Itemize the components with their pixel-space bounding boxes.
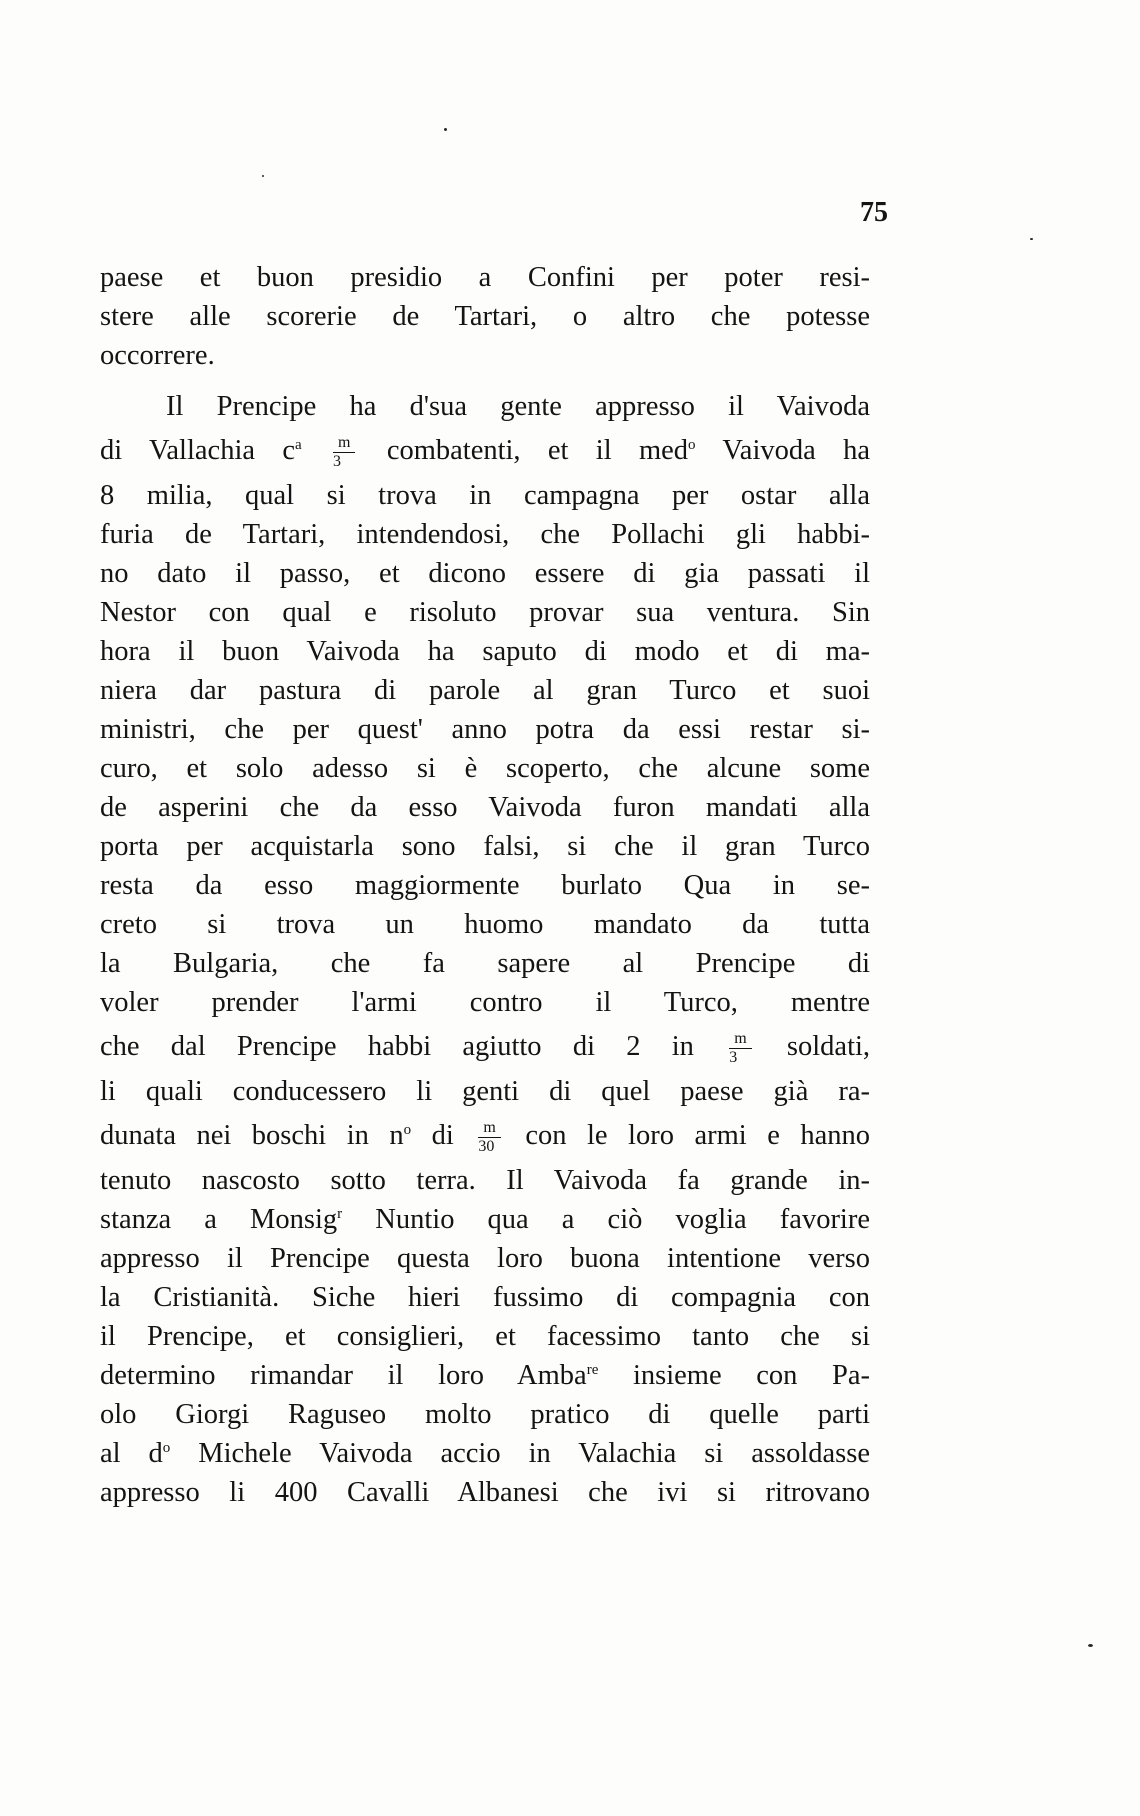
text-line-15: porta per acquistarla sono falsi, si che il gran Turco <box>100 831 870 862</box>
superscript-o: o <box>162 1440 171 1456</box>
text-line-4: Il Prencipe ha d'sua gente appresso il Vaivoda <box>166 391 870 422</box>
scan-speck <box>262 175 264 177</box>
superscript-re: re <box>586 1362 599 1378</box>
line-24-part-a: stanza a Monsig <box>100 1204 338 1235</box>
line-30-part-b: Michele Vaivoda accio in Valachia si assoldasse <box>170 1438 870 1469</box>
fraction-m-30 <box>478 1120 500 1155</box>
superscript-o: o <box>688 437 696 453</box>
text-line-9: Nestor con qual e risoluto provar sua ventura. Sin <box>100 597 870 628</box>
line-28-part-b: insieme con Pa- <box>598 1360 870 1391</box>
line-20-part-a: che dal Prencipe habbi agiutto di 2 in <box>100 1031 694 1062</box>
line-5-part-b: combatenti, et il med <box>386 435 689 466</box>
text-line-21: li quali conducessero li genti di quel paese già ra- <box>100 1076 870 1107</box>
line-5-part-a: di Vallachia c <box>100 435 295 466</box>
superscript-o: o <box>403 1122 412 1138</box>
text-line-10: hora il buon Vaivoda ha saputo di modo et di ma- <box>100 636 870 667</box>
text-line-20 <box>100 1022 870 1072</box>
line-30-part-a: al d <box>100 1438 163 1469</box>
line-5-part-c: Vaivoda ha <box>695 435 870 466</box>
text-line-3: occorrere. <box>100 340 215 371</box>
fraction-m-3 <box>729 1031 751 1066</box>
text-line-24 <box>100 1200 870 1239</box>
text-line-5 <box>100 426 870 476</box>
line-22-part-a: dunata nei boschi in n <box>100 1120 404 1151</box>
fraction-denominator: 3 <box>333 452 342 470</box>
text-line-7: furia de Tartari, intendendosi, che Pollachi gli habbi- <box>100 519 870 550</box>
text-line-28 <box>100 1356 870 1395</box>
text-line-12: ministri, che per quest' anno potra da essi restar si- <box>100 714 870 745</box>
fraction-denominator: 30 <box>478 1137 495 1155</box>
page-number: 75 <box>860 197 888 228</box>
superscript-r: r <box>337 1206 343 1222</box>
fraction-denominator: 3 <box>729 1048 738 1066</box>
paragraph-gap <box>100 375 870 387</box>
scan-speck <box>444 128 447 131</box>
text-line-8: no dato il passo, et dicono essere di gia passati il <box>100 558 870 589</box>
text-line-26: la Cristianità. Siche hieri fussimo di compagnia con <box>100 1282 870 1313</box>
line-24-part-b: Nuntio qua a ciò voglia favorire <box>342 1204 870 1235</box>
text-line-29: olo Giorgi Raguseo molto pratico di quelle parti <box>100 1399 870 1430</box>
text-line-27: il Prencipe, et consiglieri, et facessimo tanto che si <box>100 1321 870 1352</box>
text-line-25: appresso il Prencipe questa loro buona intentione verso <box>100 1243 870 1274</box>
fraction-m-3 <box>333 435 355 470</box>
fraction-numerator: m <box>333 435 355 453</box>
line-22-part-a2: di <box>411 1120 454 1151</box>
line-28-part-a: determino rimandar il loro Amba <box>100 1360 587 1391</box>
line-22-part-b: con le loro armi e hanno <box>525 1120 870 1151</box>
text-line-19: voler prender l'armi contro il Turco, mentre <box>100 987 870 1018</box>
superscript-a: a <box>295 437 302 453</box>
text-line-11: niera dar pastura di parole al gran Turco et suoi <box>100 675 870 706</box>
text-line-31: appresso li 400 Cavalli Albanesi che ivi si ritrovano <box>100 1477 870 1508</box>
text-line-14: de asperini che da esso Vaivoda furon mandati alla <box>100 792 870 823</box>
text-line-6: 8 milia, qual si trova in campagna per ostar alla <box>100 480 870 511</box>
body-text <box>100 258 870 1512</box>
scan-speck <box>1088 1644 1093 1647</box>
text-line-22 <box>100 1111 870 1161</box>
scan-speck <box>1030 238 1033 240</box>
fraction-numerator: m <box>729 1031 751 1049</box>
text-line-18: la Bulgaria, che fa sapere al Prencipe di <box>100 948 870 979</box>
text-line-16: resta da esso maggiormente burlato Qua in se- <box>100 870 870 901</box>
text-line-23: tenuto nascosto sotto terra. Il Vaivoda fa grande in- <box>100 1165 870 1196</box>
fraction-numerator: m <box>478 1120 500 1138</box>
text-line-30 <box>100 1434 870 1473</box>
text-line-13: curo, et solo adesso si è scoperto, che alcune some <box>100 753 870 784</box>
text-line-1: paese et buon presidio a Confini per poter resi- <box>100 262 870 293</box>
line-20-part-b: soldati, <box>786 1031 870 1062</box>
text-line-2: stere alle scorerie de Tartari, o altro che potesse <box>100 301 870 332</box>
text-line-17: creto si trova un huomo mandato da tutta <box>100 909 870 940</box>
